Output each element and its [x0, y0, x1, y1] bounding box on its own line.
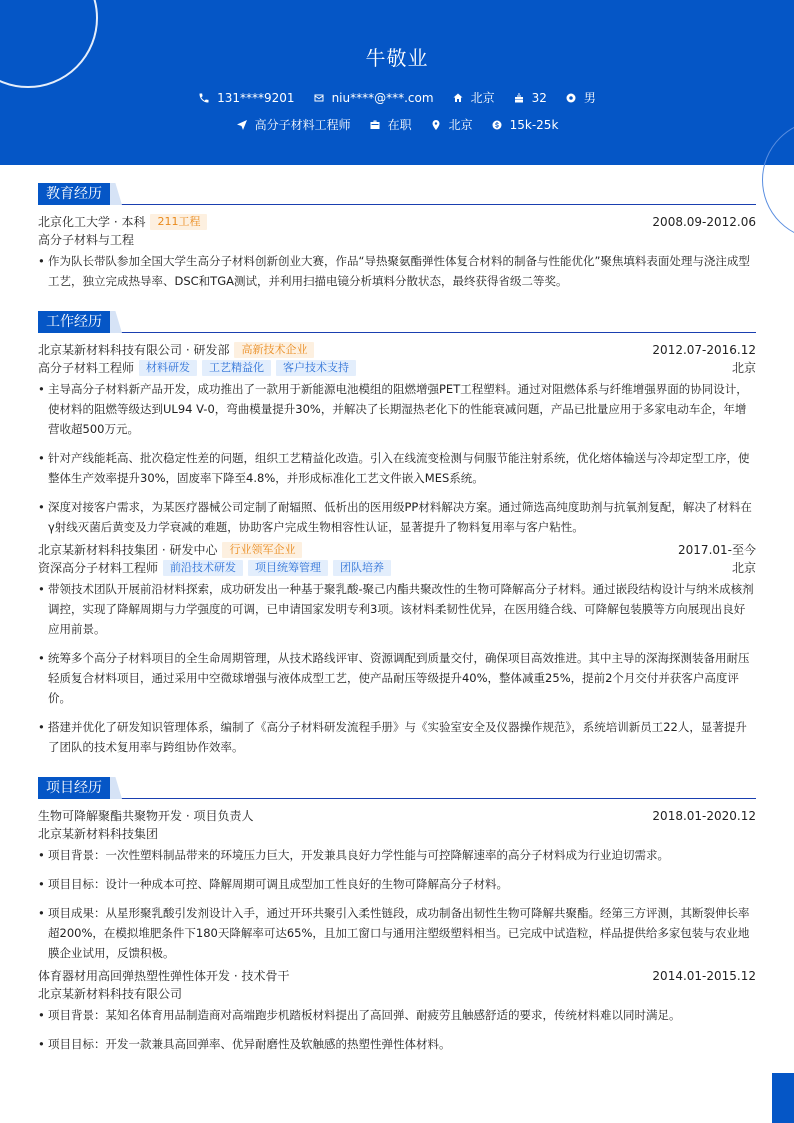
- section-title: 工作经历: [38, 311, 110, 333]
- salary-text: 15k-25k: [509, 117, 559, 132]
- location-text: 北京: [470, 91, 495, 105]
- project-entry: [38, 967, 756, 1054]
- section-header: [38, 183, 756, 205]
- section-title: 项目经历: [38, 777, 110, 799]
- job-bullets: [38, 379, 756, 537]
- education-section: [38, 183, 756, 291]
- job-header-row: [38, 541, 756, 559]
- phone-icon: [198, 92, 210, 104]
- education-header-row: [38, 213, 756, 231]
- home-icon: [452, 92, 464, 104]
- education-date: 2008.09-2012.06: [652, 215, 756, 229]
- company-tag: 行业领军企业: [222, 542, 302, 558]
- project-bullets: [38, 845, 756, 963]
- contact-row: [0, 89, 794, 106]
- email-icon: [313, 92, 325, 104]
- skill-tag: 客户技术支持: [276, 360, 356, 376]
- send-icon: [236, 119, 248, 131]
- job-position-row: [38, 559, 756, 577]
- list-item: • 针对产线能耗高、批次稳定性差的问题，组织工艺精益化改造。引入在线流变检测与伺服节能注射系统，优化熔体输送与冷却定型工序，使整体生产效率提升30%，固废率下降至4.8%，并形成标准化工艺文件嵌入MES系统。: [38, 448, 756, 488]
- job-entry: [38, 341, 756, 537]
- projects-section: [38, 777, 756, 1054]
- position-title: 资深高分子材料工程师: [38, 561, 159, 575]
- project-header-row: [38, 807, 756, 825]
- school-name: 北京化工大学 · 本科: [38, 215, 146, 229]
- job-date: 2017.01-至今: [678, 543, 756, 557]
- phone-text: 131****9201: [217, 90, 295, 105]
- list-item: • 项目成果：从星形聚乳酸引发剂设计入手，通过开环共聚引入柔性链段，成功制备出韧性生物可降解共聚酯。经第三方评测，其断裂伸长率超200%，在模拟堆肥条件下180天降解率可达65%，且加工窗口与通用注塑级塑料相当。已完成中试造粒，样品提供给多家包装与农业地膜企业试用，反馈积极。: [38, 903, 756, 963]
- list-item: • 深度对接客户需求，为某医疗器械公司定制了耐辐照、低析出的医用级PP材料解决方案。通过筛选高纯度助剂与抗氧剂复配，解决了材料在γ射线灭菌后黄变及力学衰减的难题，协助客户完成生物相容性认证，显著提升了物料复用率与客户粘性。: [38, 497, 756, 537]
- skill-tag: 工艺精益化: [202, 360, 271, 376]
- project-name: 体育器材用高回弹热塑性弹性体开发 · 技术骨干: [38, 969, 290, 983]
- skill-tag: 团队培养: [333, 560, 391, 576]
- list-item: • 带领技术团队开展前沿材料探索，成功研发出一种基于聚乳酸-聚己内酯共聚改性的生物可降解高分子材料。通过嵌段结构设计与纳米成核剂调控，实现了降解周期与力学强度的可调，已申请国家发明专利3项。该材料柔韧性优异，在医用缝合线、可降解包装膜等方向展现出良好应用前景。: [38, 579, 756, 639]
- age-item: [513, 91, 547, 105]
- job-position-row: [38, 359, 756, 377]
- decorative-corner-block: [772, 1073, 794, 1123]
- project-header-row: [38, 967, 756, 985]
- salary-item: [491, 118, 559, 132]
- briefcase-icon: [369, 119, 381, 131]
- status-text: 在职: [387, 118, 412, 132]
- job-city: 北京: [731, 361, 756, 375]
- gender-text: 男: [583, 91, 596, 105]
- target-position-item: [236, 116, 351, 133]
- section-title-tail: [110, 777, 122, 799]
- job-entry: [38, 541, 756, 757]
- list-item: • 项目背景：一次性塑料制品带来的环境压力巨大，开发兼具良好力学性能与可控降解速率的高分子材料成为行业迫切需求。: [38, 845, 756, 865]
- target-city-text: 北京: [448, 118, 473, 132]
- major-row: [38, 231, 756, 249]
- candidate-name: 牛敬业: [365, 46, 429, 70]
- major-name: 高分子材料与工程: [38, 233, 135, 247]
- project-bullets: [38, 1005, 756, 1054]
- work-section: [38, 311, 756, 757]
- project-org: 北京某新材料科技有限公司: [38, 987, 183, 1001]
- status-item: [369, 116, 412, 133]
- section-header: [38, 311, 756, 333]
- project-date: 2018.01-2020.12: [652, 809, 756, 823]
- job-date: 2012.07-2016.12: [652, 343, 756, 357]
- project-org-row: [38, 825, 756, 843]
- list-item: • 主导高分子材料新产品开发，成功推出了一款用于新能源电池模组的阻燃增强PET工程塑料。通过对阻燃体系与纤维增强界面的协同设计，使材料的阻燃等级达到UL94 V-0，弯曲模量提升30%，并解决了长期湿热老化下的性能衰减问题，产品已批量应用于多家电动车企，年增营收超500万元。: [38, 379, 756, 439]
- job-intent-row: [0, 116, 794, 133]
- list-item: • 项目目标：开发一款兼具高回弹率、优异耐磨性及软触感的热塑性弹性体材料。: [38, 1034, 756, 1054]
- project-name: 生物可降解聚酯共聚物开发 · 项目负责人: [38, 809, 254, 823]
- list-item: • 作为队长带队参加全国大学生高分子材料创新创业大赛，作品“导热聚氨酯弹性体复合材料的制备与性能优化”聚焦填料表面处理与浇注成型工艺，独立完成热导率、DSC和TGA测试，并利用扫描电镜分析填料分散状态，最终获得省级二等奖。: [38, 251, 756, 291]
- email-text: niu****@***.com: [331, 90, 434, 105]
- list-item: • 搭建并优化了研发知识管理体系，编制了《高分子材料研发流程手册》与《实验室安全及仪器操作规范》，系统培训新员工22人，显著提升了团队的技术复用率与跨组协作效率。: [38, 717, 756, 757]
- gender-icon: [565, 92, 577, 104]
- cake-icon: [513, 92, 525, 104]
- project-entry: [38, 807, 756, 963]
- phone-item: [198, 91, 294, 105]
- project-org: 北京某新材料科技集团: [38, 827, 159, 841]
- skill-tag: 前沿技术研发: [163, 560, 243, 576]
- job-bullets: [38, 579, 756, 757]
- skill-tag: 项目统筹管理: [248, 560, 328, 576]
- position-title: 高分子材料工程师: [38, 361, 135, 375]
- company-name: 北京某新材料科技有限公司 · 研发部: [38, 343, 230, 357]
- map-pin-icon: [430, 119, 442, 131]
- project-org-row: [38, 985, 756, 1003]
- school-tag: 211工程: [150, 214, 207, 230]
- job-header-row: [38, 341, 756, 359]
- section-title: 教育经历: [38, 183, 110, 205]
- job-city: 北京: [731, 561, 756, 575]
- project-date: 2014.01-2015.12: [652, 969, 756, 983]
- money-icon: [491, 119, 503, 131]
- company-name: 北京某新材料科技集团 · 研发中心: [38, 543, 218, 557]
- section-title-tail: [110, 311, 122, 333]
- list-item: • 统筹多个高分子材料项目的全生命周期管理，从技术路线评审、资源调配到质量交付，确保项目高效推进。其中主导的深海探测装备用耐压轻质复合材料项目，通过采用中空微球增强与液体成型工艺，使产品耐压等级提升40%，整体减重25%，提前2个月交付并获客户高度评价。: [38, 648, 756, 708]
- list-item: • 项目目标：设计一种成本可控、降解周期可调且成型加工性良好的生物可降解高分子材料。: [38, 874, 756, 894]
- age-text: 32: [531, 90, 547, 105]
- target-city-item: [430, 116, 473, 133]
- skill-tag: 材料研发: [139, 360, 197, 376]
- company-tag: 高新技术企业: [234, 342, 314, 358]
- header-banner: [0, 0, 794, 165]
- email-item: [313, 91, 434, 105]
- section-title-tail: [110, 183, 122, 205]
- location-item: [452, 89, 495, 106]
- section-header: [38, 777, 756, 799]
- target-position-text: 高分子材料工程师: [254, 118, 351, 132]
- gender-item: [565, 89, 596, 106]
- list-item: • 项目背景：某知名体育用品制造商对高端跑步机踏板材料提出了高回弹、耐疲劳且触感舒适的要求，传统材料难以同时满足。: [38, 1005, 756, 1025]
- education-bullets: [38, 251, 756, 291]
- resume-body: [38, 183, 756, 1074]
